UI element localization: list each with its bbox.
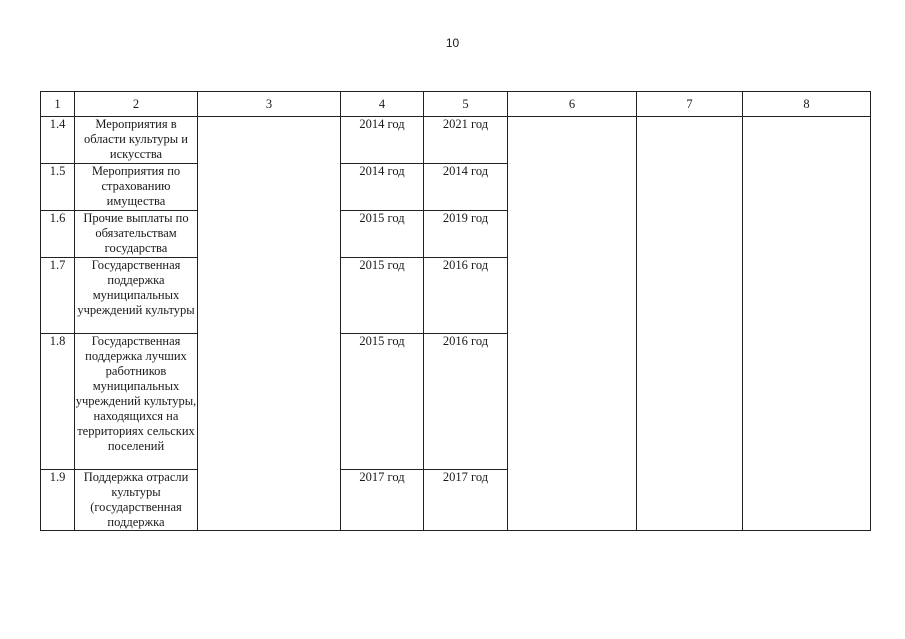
col-8-cell <box>743 117 871 531</box>
header-col-8: 8 <box>743 92 871 117</box>
start-year: 2017 год <box>341 470 424 531</box>
end-year: 2016 год <box>424 334 508 470</box>
header-col-1: 1 <box>41 92 75 117</box>
start-year: 2014 год <box>341 117 424 164</box>
activity-name: Государственная поддержка лучших работников муниципальных учреждений культуры, находящихся на территориях сельских поселений <box>75 334 198 470</box>
row-number: 1.4 <box>41 117 75 164</box>
start-year: 2015 год <box>341 211 424 258</box>
page-number: 10 <box>445 36 460 50</box>
row-number: 1.8 <box>41 334 75 470</box>
activity-name: Поддержка отрасли культуры (государственная поддержка <box>75 470 198 531</box>
row-number: 1.6 <box>41 211 75 258</box>
row-number: 1.5 <box>41 164 75 211</box>
end-year: 2016 год <box>424 258 508 334</box>
header-col-3: 3 <box>198 92 341 117</box>
row-number: 1.7 <box>41 258 75 334</box>
end-year: 2014 год <box>424 164 508 211</box>
activity-name: Мероприятия по страхованию имущества <box>75 164 198 211</box>
col-7-cell <box>637 117 743 531</box>
activity-name: Прочие выплаты по обязательствам государства <box>75 211 198 258</box>
end-year: 2017 год <box>424 470 508 531</box>
header-row <box>41 92 871 117</box>
end-year: 2019 год <box>424 211 508 258</box>
col-3-cell <box>198 117 341 531</box>
start-year: 2015 год <box>341 258 424 334</box>
header-col-2: 2 <box>75 92 198 117</box>
header-col-5: 5 <box>424 92 508 117</box>
activity-name: Мероприятия в области культуры и искусства <box>75 117 198 164</box>
start-year: 2014 год <box>341 164 424 211</box>
start-year: 2015 год <box>341 334 424 470</box>
header-col-6: 6 <box>508 92 637 117</box>
header-col-7: 7 <box>637 92 743 117</box>
activity-name: Государственная поддержка муниципальных учреждений культуры <box>75 258 198 334</box>
program-table <box>40 91 871 531</box>
col-6-cell <box>508 117 637 531</box>
header-col-4: 4 <box>341 92 424 117</box>
end-year: 2021 год <box>424 117 508 164</box>
table-row <box>41 117 871 164</box>
row-number: 1.9 <box>41 470 75 531</box>
